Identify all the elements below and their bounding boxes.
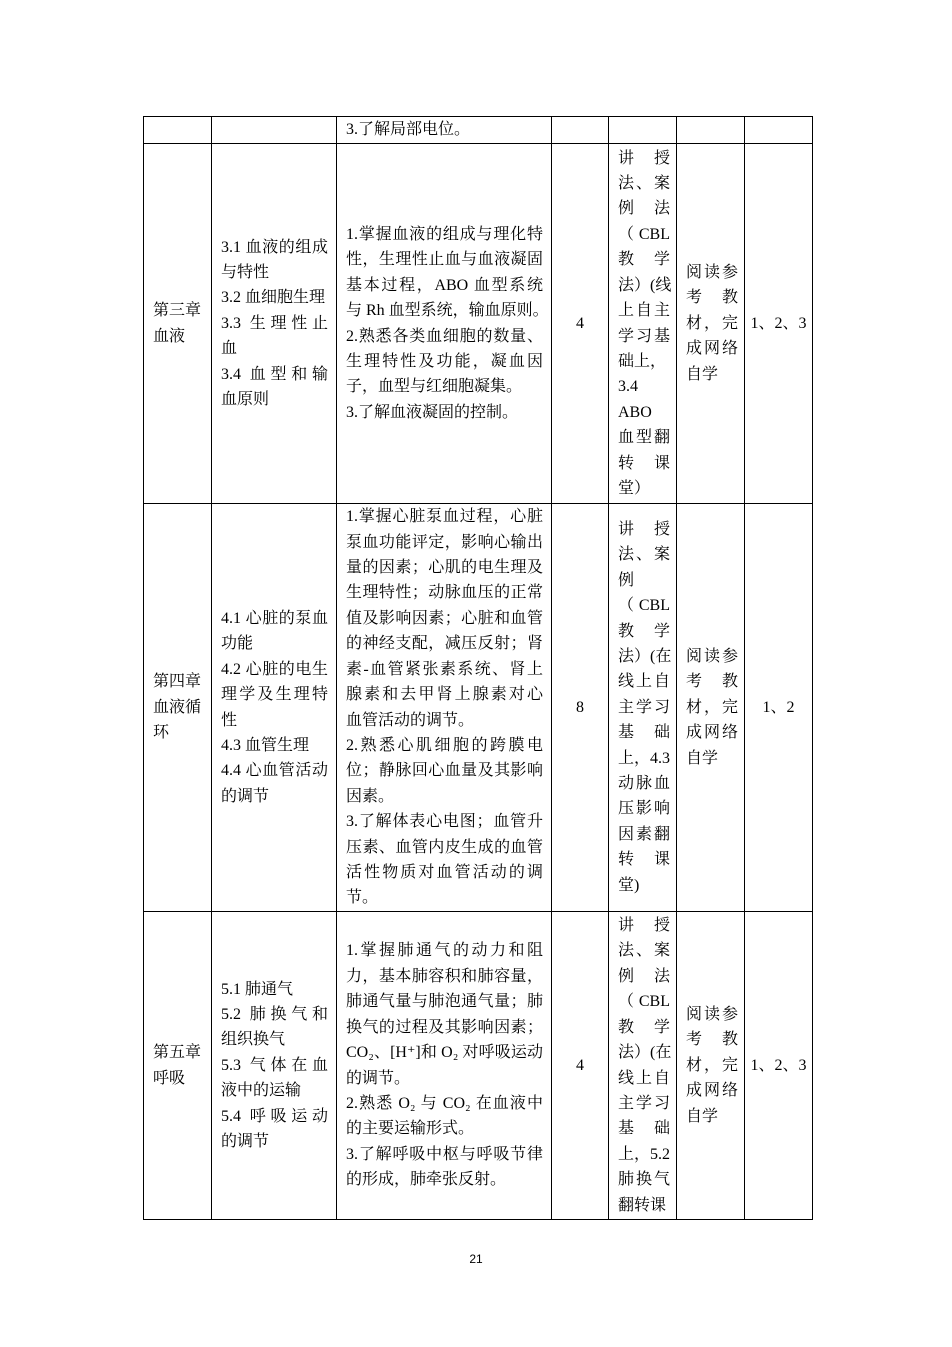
cell-line: 因素。	[346, 787, 395, 805]
cell-line: 主学习	[618, 1094, 670, 1112]
cell-line: 3.1 血液的组成	[221, 238, 328, 256]
cell-line: 2.熟悉各类血细胞的数量、	[346, 327, 543, 345]
cell-line: 3.了解呼吸中枢与呼吸节律	[346, 1145, 543, 1163]
cell-line: 组织换气	[221, 1031, 286, 1049]
cell-line: 学习基	[618, 327, 670, 345]
cell-line: 3.4 血型和输	[221, 365, 328, 383]
cell-line: 因素翻	[618, 825, 670, 843]
cell-line: 法）(在	[618, 1044, 672, 1062]
cell-line: 子，血型与红细胞凝集。	[346, 378, 523, 396]
cell-line: 阅读参	[686, 1005, 738, 1023]
cell-line: 压素、血管内皮生成的血管	[346, 838, 543, 856]
hours-cell	[552, 912, 609, 1220]
cell-line: 量的因素；心肌的电生理及	[346, 559, 543, 577]
cell-line: 1.掌握肺通气的动力和阻	[346, 942, 543, 960]
cell-line: 呼吸	[153, 1069, 186, 1087]
cell-line: 第四章	[153, 673, 202, 691]
hours-value: 4	[576, 314, 584, 332]
cell-line: 动脉血	[618, 775, 670, 793]
cell-line: 3.了解局部电位。	[346, 121, 471, 139]
cell-line: ABO	[618, 403, 652, 421]
cell-line: 讲 授	[618, 917, 670, 935]
sections-cell	[212, 117, 337, 144]
cell-line: 环	[153, 724, 170, 742]
objectives-cell	[337, 144, 552, 504]
chapter-cell	[144, 912, 212, 1220]
cell-line: 血型翻	[618, 429, 670, 447]
teaching-methods-cell	[609, 912, 677, 1220]
references-cell	[745, 117, 813, 144]
cell-line: 法、案	[618, 175, 670, 193]
cell-line: 法、案	[618, 546, 670, 564]
cell-line: 础上，	[618, 352, 667, 370]
cell-line: 4.1 心脏的泵血	[221, 609, 328, 627]
cell-line: 考 教	[686, 673, 738, 691]
self-study-cell	[677, 144, 745, 504]
references-value: 1、2、3	[750, 1056, 807, 1074]
cell-line: 节。	[346, 889, 379, 907]
cell-line: 的主要运输形式。	[346, 1120, 475, 1138]
cell-line: 法）(在	[618, 647, 672, 665]
cell-line: 讲 授	[618, 149, 670, 167]
cell-line: 血液循	[153, 698, 202, 716]
cell-line: 成网络	[686, 340, 738, 358]
cell-line: 阅读参	[686, 647, 738, 665]
objectives-cell	[337, 504, 552, 912]
cell-line: 液中的运输	[221, 1082, 302, 1100]
cell-line: 教 学	[618, 622, 670, 640]
cell-line: 3.2 血细胞生理	[221, 289, 326, 307]
cell-line: 3.了解体表心电图；血管升	[346, 813, 543, 831]
chapter-cell	[144, 117, 212, 144]
cell-line: 基 础	[618, 724, 670, 742]
cell-line: 上自主	[618, 302, 670, 320]
cell-line: 性	[221, 711, 238, 729]
cell-line: 换气的过程及其影响因素；	[346, 1018, 543, 1036]
teaching-methods-cell	[609, 504, 677, 912]
cell-line: 4.3 血管生理	[221, 736, 310, 754]
cell-line: 血原则	[221, 391, 270, 409]
cell-line: 与 Rh 血型系统，输血原则。	[346, 302, 549, 320]
cell-line: 1.掌握血液的组成与理化特	[346, 225, 543, 243]
objectives-cell	[337, 912, 552, 1220]
cell-line: 成网络	[686, 724, 738, 742]
cell-line: 材，完	[686, 314, 738, 332]
teaching-methods-cell	[609, 144, 677, 504]
cell-line: 理学及生理特	[221, 686, 328, 704]
cell-line: 考 教	[686, 289, 738, 307]
hours-value: 8	[576, 698, 584, 716]
sections-cell	[212, 912, 337, 1220]
cell-line: 法）(线	[618, 276, 672, 294]
cell-line: 例	[618, 571, 635, 589]
self-study-cell	[677, 504, 745, 912]
cell-line: 的调节	[221, 787, 270, 805]
cell-line: 泵血功能评定，影响心输出	[346, 533, 543, 551]
cell-line: 活性物质对血管活动的调	[346, 863, 543, 881]
cell-line: 与特性	[221, 263, 270, 281]
hours-cell	[552, 117, 609, 144]
cell-line: 的神经支配，减压反射；肾	[346, 635, 543, 653]
cell-line: 自学	[686, 749, 719, 767]
references-cell	[745, 912, 813, 1220]
self-study-cell	[677, 912, 745, 1220]
cell-line: 法、案	[618, 942, 670, 960]
cell-line: 自学	[686, 365, 719, 383]
cell-line: 5.4 呼吸运动	[221, 1107, 328, 1125]
cell-line: 的调节。	[346, 1069, 411, 1087]
cell-line: 基本过程，ABO 血型系统	[346, 276, 543, 294]
cell-line: 5.2 肺换气和	[221, 1005, 328, 1023]
cell-line: 的调节	[221, 1133, 270, 1151]
cell-line: 成网络	[686, 1082, 738, 1100]
cell-line: 血管活动的调节。	[346, 711, 475, 729]
cell-line: （CBL	[618, 225, 670, 243]
references-cell	[745, 504, 813, 912]
cell-line: 堂）	[618, 479, 651, 497]
cell-line: 教 学	[618, 251, 670, 269]
references-value: 1、2	[762, 698, 795, 716]
cell-line: 上，5.2	[618, 1145, 671, 1163]
cell-line: 3.4	[618, 378, 638, 396]
cell-line: 考 教	[686, 1031, 738, 1049]
sections-cell	[212, 504, 337, 912]
cell-line: 1.掌握心脏泵血过程，心脏	[346, 508, 543, 526]
cell-line: 讲 授	[618, 520, 670, 538]
cell-line: 素-血管紧张素系统、肾上	[346, 660, 543, 678]
chapter-cell	[144, 144, 212, 504]
cell-line: 材，完	[686, 698, 738, 716]
cell-line: 自学	[686, 1107, 719, 1125]
cell-line: 线上自	[618, 673, 670, 691]
cell-line: （CBL	[618, 597, 670, 615]
cell-line: 血	[221, 340, 238, 358]
cell-line: 功能	[221, 635, 254, 653]
cell-line: 2.熟悉 O₂ 与 CO₂ 在血液中	[346, 1094, 543, 1112]
sections-cell	[212, 144, 337, 504]
objectives-cell	[337, 117, 552, 144]
cell-line: 基 础	[618, 1120, 670, 1138]
references-cell	[745, 144, 813, 504]
cell-line: 主学习	[618, 698, 670, 716]
chapter-cell	[144, 504, 212, 912]
hours-cell	[552, 144, 609, 504]
cell-line: 第五章	[153, 1044, 202, 1062]
cell-line: 5.3 气体在血	[221, 1056, 328, 1074]
cell-line: 生理特性；动脉血压的正常	[346, 584, 543, 602]
cell-line: 5.1 肺通气	[221, 980, 294, 998]
cell-line: 教 学	[618, 1018, 670, 1036]
cell-line: 肺换气	[618, 1171, 670, 1189]
hours-value: 4	[576, 1056, 584, 1074]
cell-line: 值及影响因素；心脏和血管	[346, 609, 543, 627]
cell-line: 压影响	[618, 800, 670, 818]
cell-line: 2.熟悉心肌细胞的跨膜电	[346, 736, 543, 754]
cell-line: 转 课	[618, 454, 670, 472]
cell-line: 第三章	[153, 302, 202, 320]
self-study-cell	[677, 117, 745, 144]
cell-line: 例 法	[618, 200, 670, 218]
cell-line: 线上自	[618, 1069, 670, 1087]
cell-line: 力，基本肺容积和肺容量，	[346, 967, 543, 985]
syllabus-table	[143, 116, 813, 1220]
cell-line: CO₂、[H⁺]和 O₂ 对呼吸运动	[346, 1044, 543, 1062]
cell-line: 3.3 生理性止	[221, 314, 328, 332]
cell-line: 材，完	[686, 1056, 738, 1074]
page-number: 21	[469, 1252, 483, 1266]
cell-line: 翻转课	[618, 1196, 667, 1214]
cell-line: 4.4 心血管活动	[221, 762, 328, 780]
references-value: 1、2、3	[750, 314, 807, 332]
cell-line: 堂)	[618, 876, 640, 894]
cell-line: 的形成，肺牵张反射。	[346, 1171, 507, 1189]
cell-line: 阅读参	[686, 263, 738, 281]
cell-line: 血液	[153, 327, 186, 345]
teaching-methods-cell	[609, 117, 677, 144]
cell-line: 4.2 心脏的电生	[221, 660, 328, 678]
cell-line: 转 课	[618, 851, 670, 869]
cell-line: 性，生理性止血与血液凝固	[346, 251, 543, 269]
cell-line: （CBL	[618, 993, 670, 1011]
cell-line: 腺素和去甲肾上腺素对心	[346, 686, 543, 704]
cell-line: 3.了解血液凝固的控制。	[346, 403, 519, 421]
cell-line: 例 法	[618, 967, 670, 985]
hours-cell	[552, 504, 609, 912]
cell-line: 上，4.3	[618, 749, 671, 767]
cell-line: 位；静脉回心血量及其影响	[346, 762, 543, 780]
cell-line: 肺通气量与肺泡通气量；肺	[346, 993, 543, 1011]
cell-line: 生理特性及功能，凝血因	[346, 352, 543, 370]
